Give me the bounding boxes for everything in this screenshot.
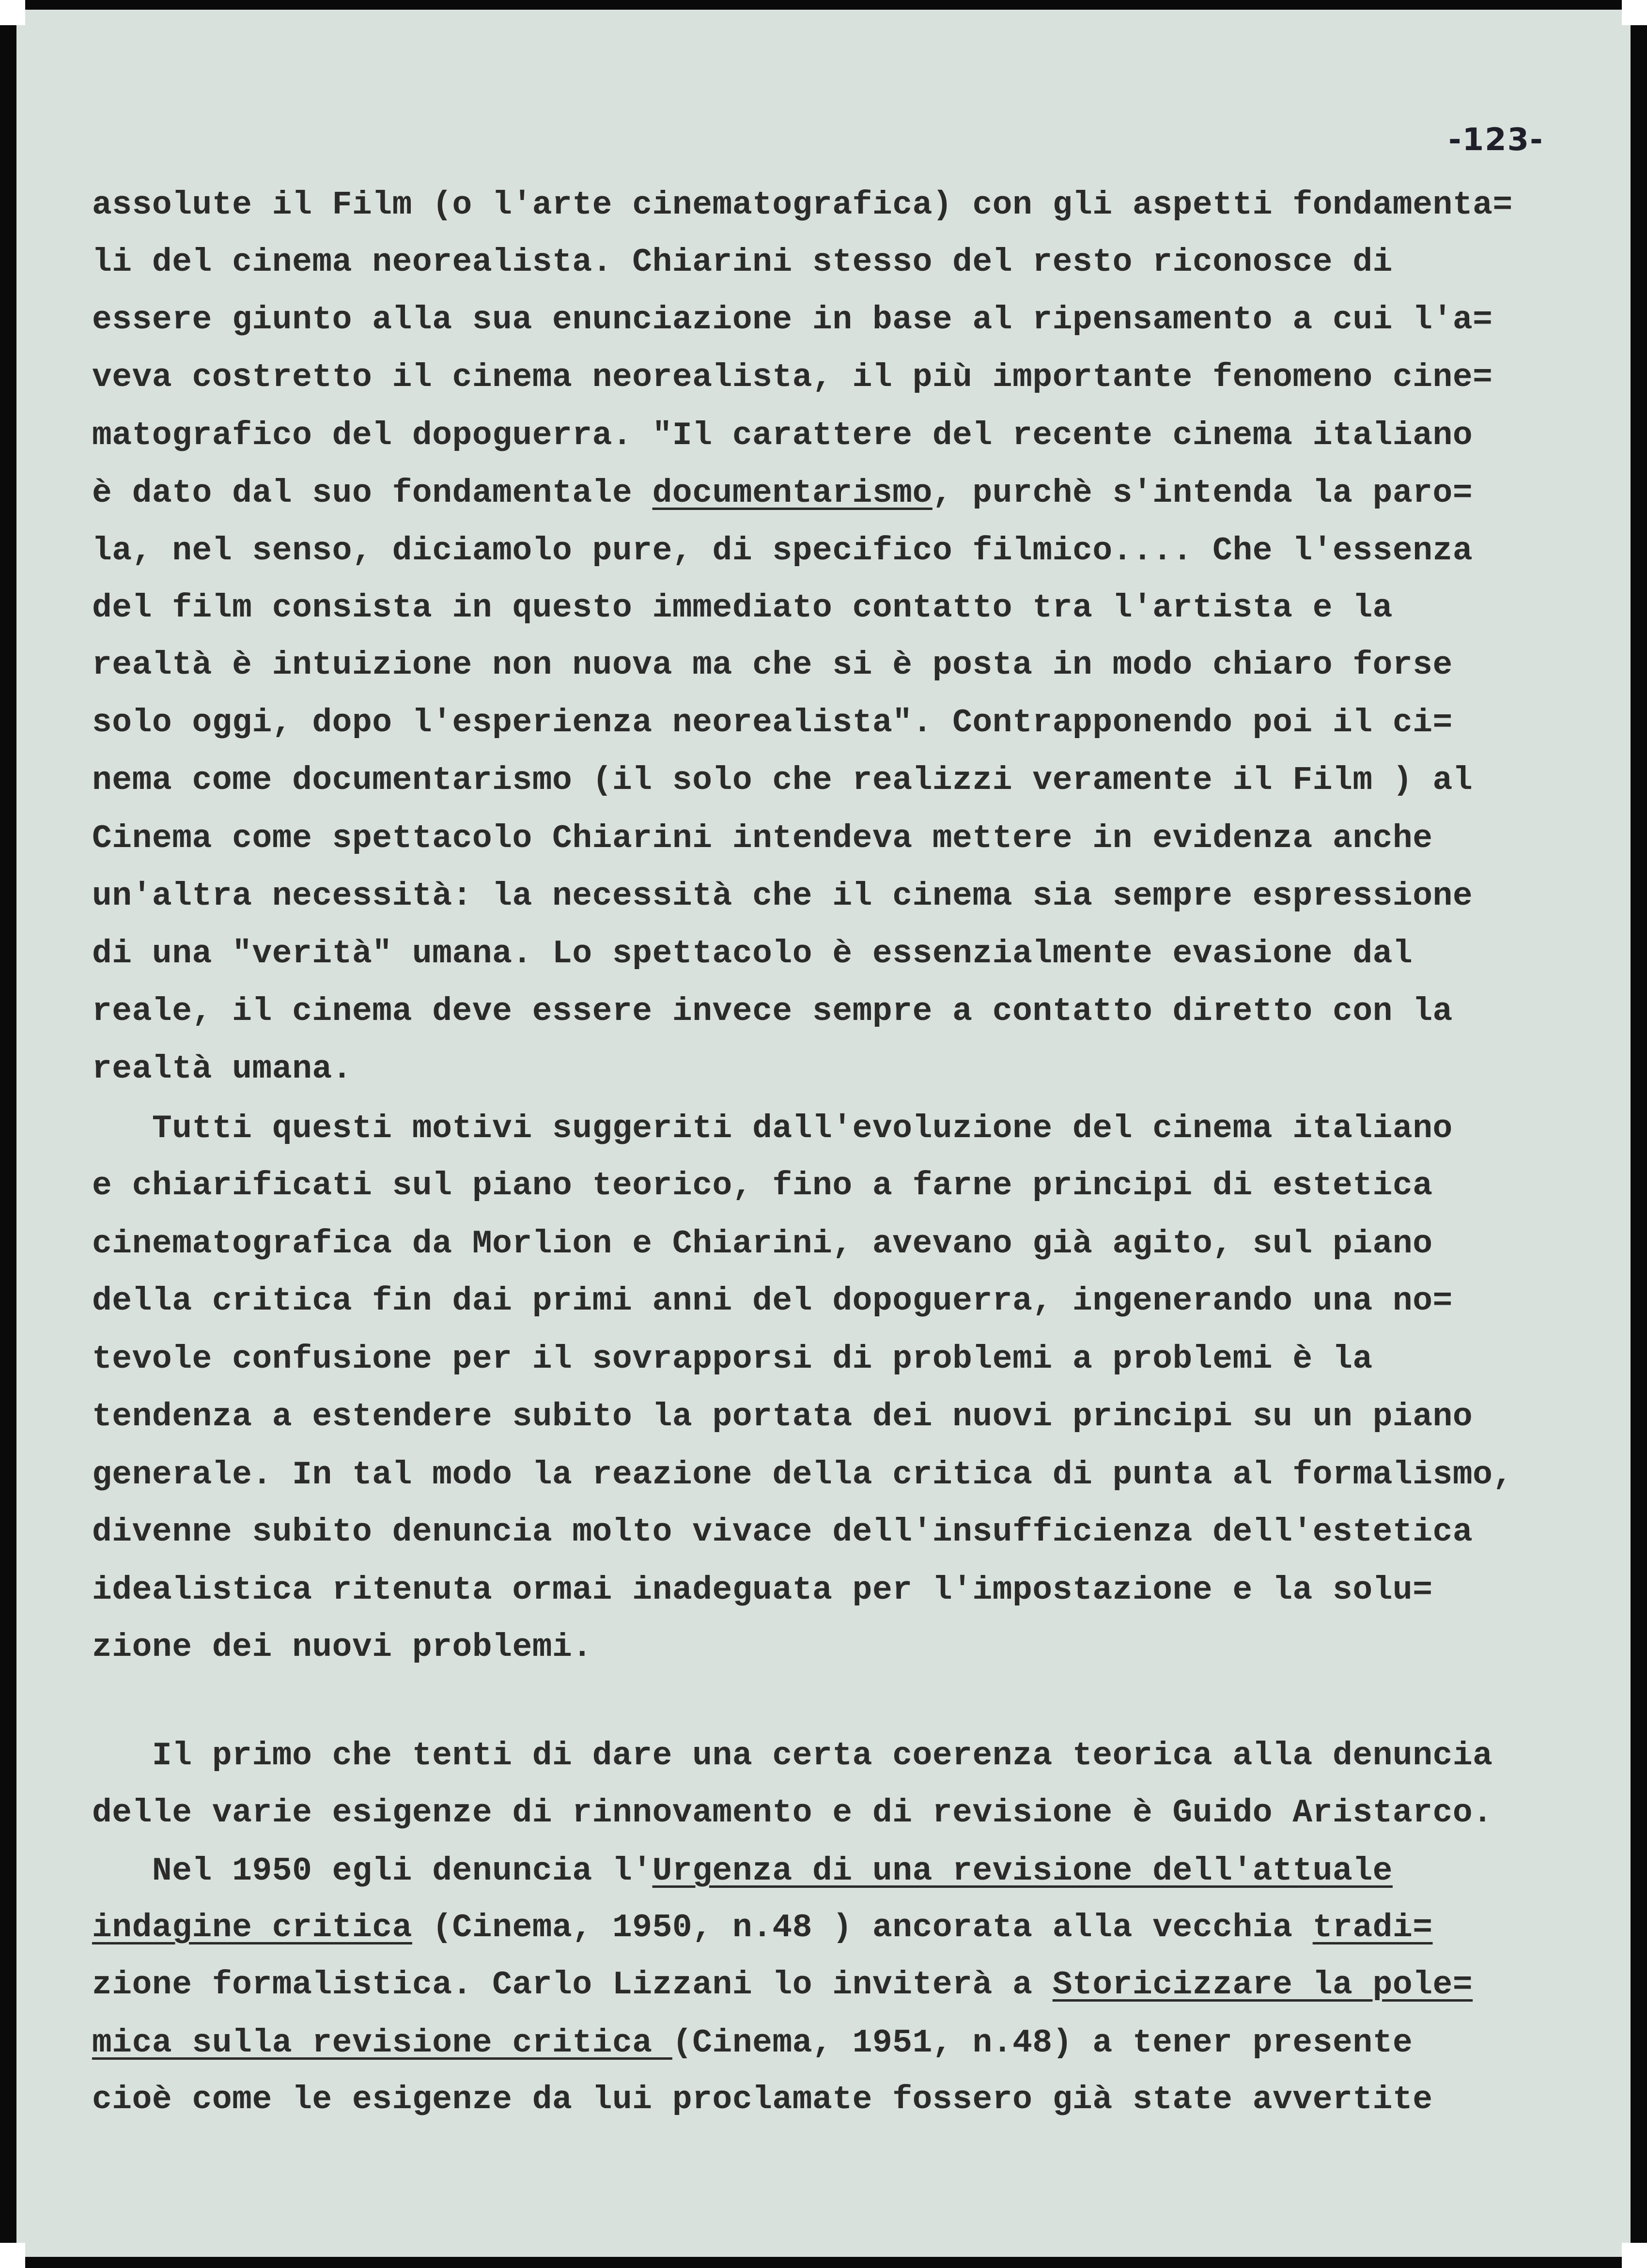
text-line <box>92 1794 1493 1832</box>
text-line <box>92 1574 1487 1607</box>
underlined-title: mica sulla revisione critica <box>92 2024 672 2062</box>
text-segment: realtà è intuizione non nuova ma che si è posta in modo chiaro forse <box>92 647 1453 684</box>
text-line <box>92 359 1493 396</box>
text-segment: generale. In tal modo la reazione della critica di punta al formalismo, <box>92 1456 1513 1494</box>
text-segment: nema come documentarismo (il solo che realizzi veramente il Film ) al <box>92 762 1473 799</box>
text-segment: della critica fin dai primi anni del dopoguerra, ingenerando una no= <box>92 1282 1453 1320</box>
text-line <box>92 1343 1487 1376</box>
text-segment: , purchè s'intenda la paro= <box>932 475 1473 512</box>
text-line <box>92 1966 1487 2004</box>
text-segment: cinematografica da Morlion e Chiarini, avevano già agito, sul piano <box>92 1225 1433 1263</box>
text-line <box>92 1456 1513 1494</box>
text-segment: Nel 1950 egli denuncia l' <box>92 1852 653 1890</box>
text-segment: la, nel senso, diciamolo pure, di specifico filmico.... Che l'essenza <box>92 532 1473 570</box>
text-segment: (Cinema, 1950, n.48 ) ancorata alla vecchia <box>412 1909 1313 1946</box>
text-line <box>92 649 1487 682</box>
corner-mark <box>0 0 25 25</box>
scan-border-right <box>1631 0 1647 2268</box>
text-line <box>92 1398 1487 1435</box>
underlined-title: tradi= <box>1312 1909 1433 1946</box>
text-segment: li del cinema neorealista. Chiarini stesso del resto riconosce di <box>92 244 1393 281</box>
text-line <box>92 2083 1487 2116</box>
text-segment: delle varie esigenze di rinnovamento e di revisione è Guido Aristarco. <box>92 1794 1493 1832</box>
text-line <box>92 1282 1487 1320</box>
text-segment: è dato dal suo fondamentale <box>92 475 653 512</box>
corner-mark <box>1622 2243 1647 2268</box>
text-segment: cioè come le esigenze da lui proclamate fossero già state avvertite <box>92 2081 1433 2118</box>
text-line <box>92 589 1487 627</box>
scan-border-left <box>0 0 16 2268</box>
text-segment: zione dei nuovi problemi. <box>92 1629 592 1666</box>
text-segment: del film consista in questo immediato contatto tra l'artista e la <box>92 589 1393 627</box>
text-segment: essere giunto alla sua enunciazione in base al ripensamento a cui l'a= <box>92 301 1493 339</box>
text-line <box>92 1167 1487 1204</box>
text-line <box>92 1050 1487 1088</box>
text-segment: realtà umana. <box>92 1050 352 1088</box>
corner-mark <box>0 2243 25 2268</box>
text-line <box>92 1631 1487 1664</box>
corner-mark <box>1622 0 1647 25</box>
text-line <box>92 1225 1487 1263</box>
text-line <box>92 186 1513 224</box>
text-line <box>92 822 1487 855</box>
scan-border-bottom <box>0 2257 1647 2268</box>
text-line <box>92 1737 1493 1774</box>
text-line <box>92 704 1487 741</box>
text-line <box>92 935 1487 972</box>
text-segment: e chiarificati sul piano teorico, fino a farne principi di estetica <box>92 1167 1433 1204</box>
text-line <box>92 995 1487 1028</box>
text-line <box>92 880 1487 913</box>
text-line <box>92 1112 1487 1145</box>
underlined-title: Urgenza di una revisione dell'attuale <box>652 1852 1393 1890</box>
text-segment: tevole confusione per il sovrapporsi di problemi a problemi è la <box>92 1341 1373 1378</box>
text-segment: matografico del dopoguerra. "Il carattere del recente cinema italiano <box>92 417 1473 454</box>
text-line <box>92 1513 1487 1551</box>
text-segment: divenne subito denuncia molto vivace dell'insufficienza dell'estetica <box>92 1513 1473 1551</box>
text-line <box>92 764 1487 797</box>
text-line <box>92 301 1493 339</box>
text-segment: reale, il cinema deve essere invece sempre a contatto diretto con la <box>92 993 1453 1030</box>
text-line <box>92 2024 1487 2062</box>
underlined-title: documentarismo <box>652 475 932 512</box>
text-segment: Tutti questi motivi suggeriti dall'evoluzione del cinema italiano <box>92 1110 1453 1147</box>
text-line <box>92 477 1487 510</box>
text-segment: un'altra necessità: la necessità che il cinema sia sempre espressione <box>92 878 1473 915</box>
text-segment: tendenza a estendere subito la portata dei nuovi principi su un piano <box>92 1398 1473 1435</box>
text-segment: Cinema come spettacolo Chiarini intendeva mettere in evidenza anche <box>92 820 1433 857</box>
text-line <box>92 419 1487 452</box>
text-segment: solo oggi, dopo l'esperienza neorealista". Contrapponendo poi il ci= <box>92 704 1453 741</box>
scan-border-top <box>0 0 1647 10</box>
underlined-title: indagine critica <box>92 1909 412 1946</box>
page-number: -123- <box>1448 122 1544 158</box>
text-segment: zione formalistica. Carlo Lizzani lo inviterà a <box>92 1966 1053 2004</box>
text-segment: assolute il Film (o l'arte cinematografica) con gli aspetti fondamenta= <box>92 186 1513 224</box>
text-segment: veva costretto il cinema neorealista, il più importante fenomeno cine= <box>92 359 1493 396</box>
underlined-title: Storicizzare la pole= <box>1052 1966 1473 2004</box>
text-line <box>92 532 1487 570</box>
text-line <box>92 1852 1487 1890</box>
text-segment: di una "verità" umana. Lo spettacolo è essenzialmente evasione dal <box>92 935 1413 972</box>
text-segment: (Cinema, 1951, n.48) a tener presente <box>672 2024 1413 2062</box>
text-line <box>92 246 1487 279</box>
text-segment: Il primo che tenti di dare una certa coerenza teorica alla denuncia <box>92 1737 1493 1774</box>
text-line <box>92 1909 1487 1946</box>
text-segment: idealistica ritenuta ormai inadeguata per l'impostazione e la solu= <box>92 1572 1433 1609</box>
